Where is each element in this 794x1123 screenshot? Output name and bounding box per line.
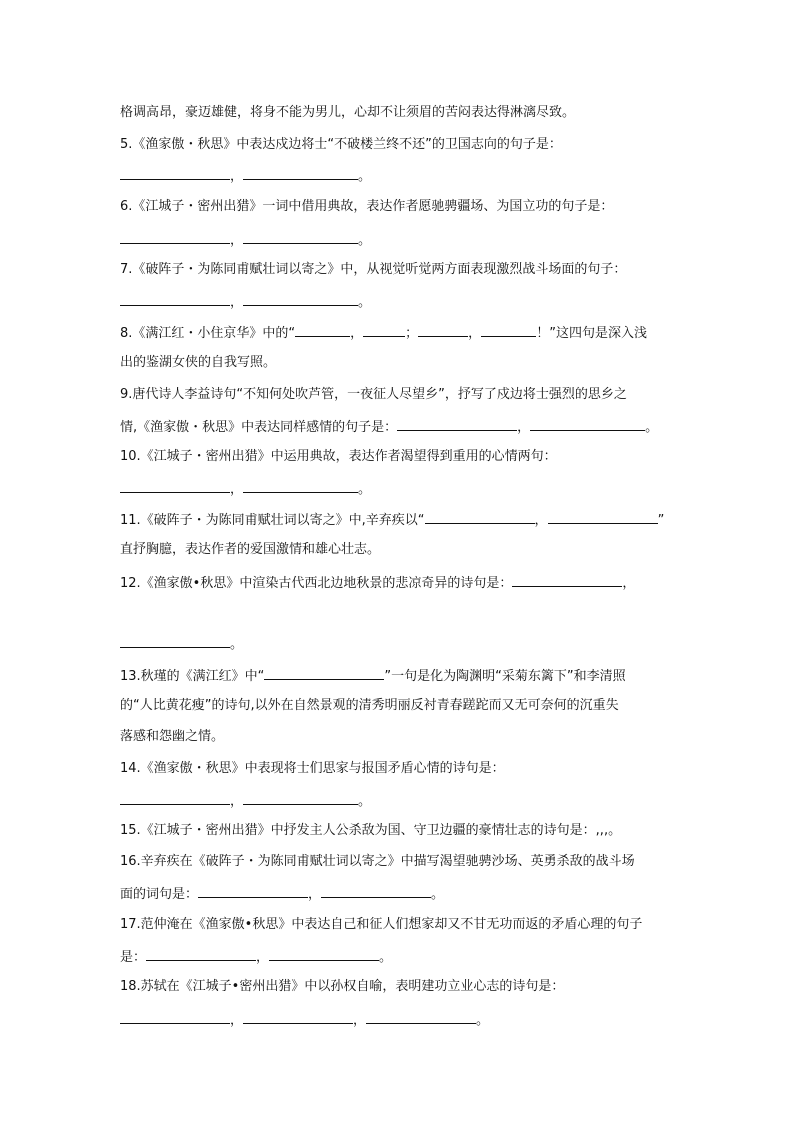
answer-line-18 xyxy=(120,1010,680,1030)
question-6 xyxy=(120,198,680,216)
question-text: 7.《破阵子・为陈同甫赋壮词以寄之》中，从视觉听觉两方面表现激烈战斗场面的句子： xyxy=(120,262,627,277)
question-16 xyxy=(120,853,680,871)
punct: ， xyxy=(230,295,244,310)
quote-close: ” xyxy=(657,513,665,528)
answer-blank[interactable] xyxy=(481,323,536,337)
answer-line-5 xyxy=(120,166,680,186)
punct: ， xyxy=(230,233,244,248)
answer-line-6 xyxy=(120,230,680,250)
question-9-cont xyxy=(120,417,680,437)
punct: 。 xyxy=(358,295,372,310)
answer-blank[interactable] xyxy=(530,417,645,431)
answer-blank[interactable] xyxy=(120,166,230,180)
paragraph-text: 格调高昂，豪迈雄健，将身不能为男儿，心却不让须眉的苦闷表达得淋漓尽致。 xyxy=(120,105,576,120)
question-text: 14.《渔家傲・秋思》中表现将士们思家与报国矛盾心情的诗句是： xyxy=(120,761,505,776)
answer-blank[interactable] xyxy=(243,791,358,805)
punct: 。 xyxy=(476,1013,490,1028)
answer-line-12 xyxy=(120,634,680,654)
question-text: 出的鉴湖女侠的自我写照。 xyxy=(120,355,277,370)
question-text: 16.辛弃疾在《破阵子・为陈同甫赋壮词以寄之》中描写渴望驰骋沙场、英勇杀敌的战斗场 xyxy=(120,854,635,869)
punct: 。 xyxy=(358,482,372,497)
answer-blank[interactable] xyxy=(120,1010,230,1024)
punct: ， xyxy=(468,326,482,341)
question-text: 面的词句是： xyxy=(120,887,199,902)
punct: ， xyxy=(230,169,244,184)
answer-blank[interactable] xyxy=(243,479,358,493)
question-5 xyxy=(120,136,680,154)
answer-blank[interactable] xyxy=(366,1010,476,1024)
text-line xyxy=(120,104,680,122)
answer-blank[interactable] xyxy=(243,292,358,306)
punct: 。 xyxy=(431,887,445,902)
answer-blank[interactable] xyxy=(120,230,230,244)
question-13-cont xyxy=(120,697,680,715)
question-12 xyxy=(120,573,680,593)
question-8 xyxy=(120,323,680,343)
question-text: ”这四句是深入浅 xyxy=(549,326,647,341)
question-text: 10.《江城子・密州出猎》中运用典故，表达作者渴望得到重用的心情两句： xyxy=(120,449,557,464)
question-text: 是： xyxy=(120,950,147,965)
answer-blank[interactable] xyxy=(120,292,230,306)
question-13-cont2 xyxy=(120,728,680,746)
question-text: 12.《渔家傲•秋思》中渲染古代西北边地秋景的悲凉奇异的诗句是： xyxy=(120,576,513,591)
question-text: 情,《渔家傲・秋思》中表达同样感情的句子是： xyxy=(120,420,398,435)
punct: ， xyxy=(350,326,364,341)
punct: 。 xyxy=(358,169,372,184)
answer-blank[interactable] xyxy=(120,634,230,648)
punct: ， xyxy=(230,1013,244,1028)
question-text: 5.《渔家傲・秋思》中表达戍边将士“不破楼兰终不还”的卫国志向的句子是： xyxy=(120,137,562,152)
question-text: 18.苏轼在《江城子•密州出猎》中以孙权自喻，表明建功立业心志的诗句是： xyxy=(120,979,565,994)
punct: 。 xyxy=(358,233,372,248)
answer-line-7 xyxy=(120,292,680,312)
question-text: 13.秋瑾的《满江红》中“ xyxy=(120,669,265,684)
question-11 xyxy=(120,510,680,530)
answer-line-14 xyxy=(120,791,680,811)
punct: ； xyxy=(405,326,419,341)
answer-blank[interactable] xyxy=(120,791,230,805)
punct: ， xyxy=(230,482,244,497)
answer-blank[interactable] xyxy=(198,884,308,898)
punct: ， xyxy=(534,513,548,528)
punct: ！ xyxy=(536,326,550,341)
question-text: 的“人比黄花瘦”的诗句,以外在自然景观的清秀明丽反衬青春蹉跎而又无可奈何的沉重失 xyxy=(120,698,619,713)
question-text: 11.《破阵子・为陈同甫赋壮词以寄之》中,辛弃疾以“ xyxy=(120,513,425,528)
answer-blank[interactable] xyxy=(418,323,468,337)
punct: 。 xyxy=(379,950,393,965)
question-11-cont xyxy=(120,541,680,559)
answer-blank[interactable] xyxy=(363,323,405,337)
question-text: 直抒胸臆，表达作者的爱国激情和雄心壮志。 xyxy=(120,542,381,557)
answer-blank[interactable] xyxy=(295,323,350,337)
question-9 xyxy=(120,386,680,404)
answer-blank[interactable] xyxy=(243,1010,353,1024)
question-13 xyxy=(120,666,680,686)
question-text: 6.《江城子・密州出猎》一词中借用典故，表达作者愿驰骋疆场、为国立功的句子是： xyxy=(120,199,614,214)
answer-blank[interactable] xyxy=(397,417,517,431)
answer-blank[interactable] xyxy=(243,166,358,180)
question-text: 17.范仲淹在《渔家傲•秋思》中表达自己和征人们想家却又不甘无功而返的矛盾心理的句子 xyxy=(120,917,643,932)
punct: 。 xyxy=(645,420,659,435)
question-14 xyxy=(120,760,680,778)
punct: ， xyxy=(256,950,270,965)
answer-blank[interactable] xyxy=(120,479,230,493)
question-15 xyxy=(120,822,680,840)
question-text: 15.《江城子・密州出猎》中抒发主人公杀敌为国、守卫边疆的豪情壮志的诗句是：,,,。 xyxy=(120,823,622,838)
answer-blank[interactable] xyxy=(243,230,358,244)
punct: ， xyxy=(517,420,531,435)
question-17-cont xyxy=(120,947,680,967)
answer-line-10 xyxy=(120,479,680,499)
punct: ， xyxy=(230,794,244,809)
answer-blank[interactable] xyxy=(146,947,256,961)
question-16-cont xyxy=(120,884,680,904)
question-7 xyxy=(120,261,680,279)
question-text: 9.唐代诗人李益诗句“不知何处吹芦管，一夜征人尽望乡”，抒写了戍边将士强烈的思乡之 xyxy=(120,387,627,402)
answer-blank[interactable] xyxy=(548,510,658,524)
answer-blank[interactable] xyxy=(425,510,535,524)
question-18 xyxy=(120,978,680,996)
answer-blank[interactable] xyxy=(321,884,431,898)
question-text: 8.《满江红・小住京华》中的“ xyxy=(120,326,296,341)
punct: 。 xyxy=(358,794,372,809)
answer-blank[interactable] xyxy=(264,666,384,680)
question-text: ”一句是化为陶渊明“采菊东篱下”和李清照 xyxy=(384,669,626,684)
question-8-cont xyxy=(120,354,680,372)
punct: ， xyxy=(308,887,322,902)
question-text: 落感和怨幽之情。 xyxy=(120,729,225,744)
punct: 。 xyxy=(230,637,244,652)
punct: ， xyxy=(622,576,636,591)
punct: ， xyxy=(353,1013,367,1028)
question-17 xyxy=(120,916,680,934)
question-10 xyxy=(120,448,680,466)
answer-blank[interactable] xyxy=(512,573,622,587)
answer-blank[interactable] xyxy=(269,947,379,961)
